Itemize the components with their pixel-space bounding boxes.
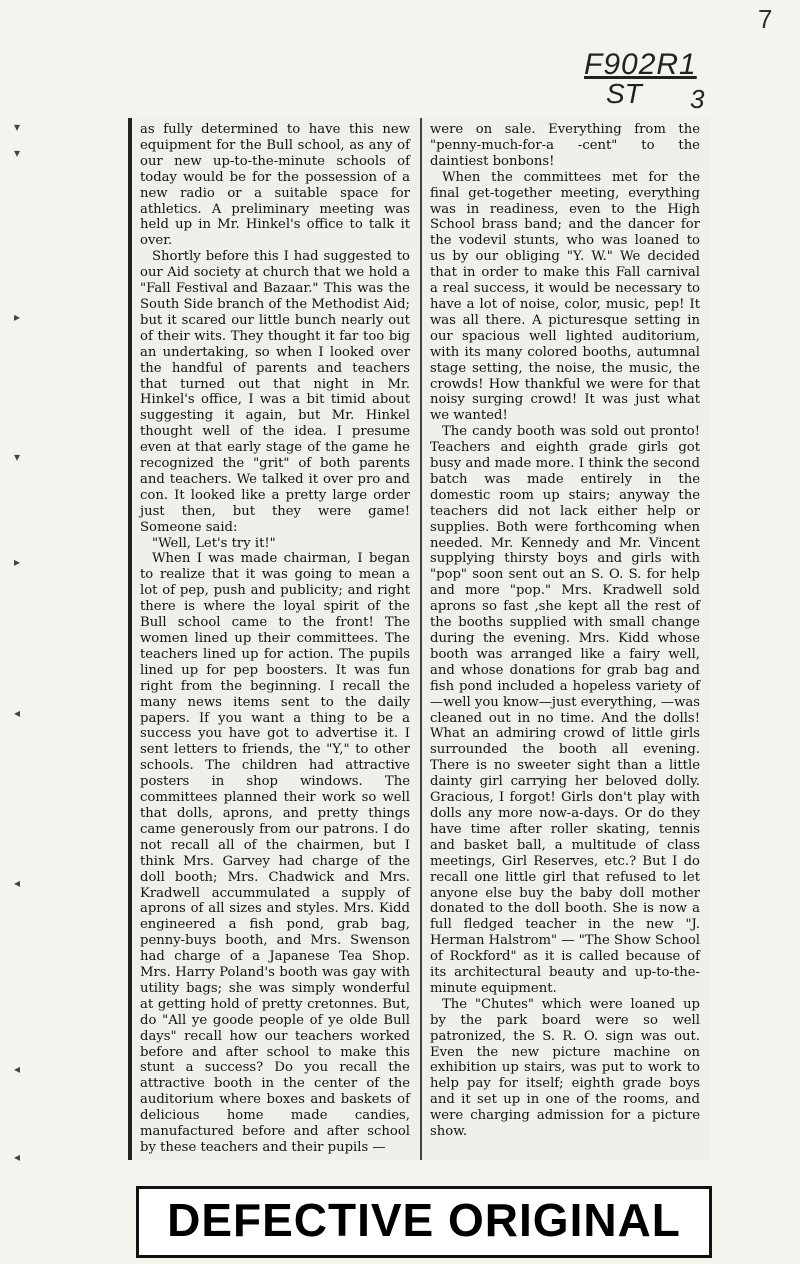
page-number: 7 — [758, 4, 773, 34]
handwritten-st: ST — [606, 78, 642, 109]
paragraph: When I was made chairman, I began to realize that it was going to mean a lot of pep, push and publicity; and right there is where the loyal spirit of the Bull school came to the front! The women lined up their committees. The teachers lined up for action. The pupils lined up for pep boosters. It was fun right from the beginning. I recall the many news items sent to the daily papers. If you want a thing to be a success you have got to advertise it. I sent letters to friends, the "Y," to other schools. The children had attractive posters in shop windows. The committees planned their work so well that dolls, aprons, and pretty things came generously from our patrons. I do not recall all of the chairmen, but I think Mrs. Garvey had charge of the doll booth; Mrs. Chadwick and Mrs. Kradwell accummulated a supply of aprons of all sizes and styles. Mrs. Kidd engineered a fish pond, grab bag, penny-buys booth, and Mrs. Swenson had charge of a Japanese Tea Shop. Mrs. Harry Poland's booth was gay with utility bags; she was simply wonderful at getting hold of pretty cretonnes. But, do "All ye goode people of ye olde Bull days" recall how our teachers worked before and after school to make this stunt a success? Do you recall the attractive booth in the center of the auditorium where boxes and baskets of delicious home made candies, manufactured before and after school by these teachers and their pupils — — [140, 551, 410, 1155]
paragraph: as fully determined to have this new equipment for the Bull school, as any of our new up-to-the-minute schools of today would be for the possession of a new radio or a suitable space for athletics. A preliminary meeting was held up in Mr. Hinkel's office to talk it over. — [140, 122, 410, 249]
paragraph: The "Chutes" which were loaned up by the park board were so well patronized, the S. R. O. sign was out. Even the new picture machine on exhibition up stairs, was put to work to help pay for itself; eighth grade boys and it set up in one of the rooms, and were charging admission for a picture show. — [430, 996, 700, 1140]
margin-dot: ▾ — [14, 120, 21, 134]
margin-dot: ▾ — [14, 146, 21, 160]
paragraph: When the committees met for the final get-together meeting, everything was in readiness, even to the High School brass band; and the dancer for the vodevil stunts, who was loaned to us by our obliging "Y. W." We decided that in order to make this Fall carnival a real success, it would be necessary to have a lot of noise, color, music, pep! It was all there. A picturesque setting in our spacious well lighted auditorium, with its many colored booths, autumnal stage setting, the noise, the music, the crowds! How thankful we were for that noisy surging crowd! It was just what we wanted! — [430, 169, 700, 424]
margin-dot: ◂ — [14, 1062, 21, 1076]
column-divider — [420, 118, 422, 1160]
paragraph: "Well, Let's try it!" — [152, 535, 276, 551]
margin-dot: ▸ — [14, 310, 21, 324]
paragraph: were on sale. Everything from the "penny-much-for-a -cent" to the daintiest bonbons! — [430, 122, 700, 169]
right-column — [430, 122, 700, 1140]
left-column — [140, 122, 410, 1156]
margin-dot: ◂ — [14, 706, 21, 720]
paragraph: The candy booth was sold out pronto! Teachers and eighth grade girls got busy and made more. I think the second batch was made entirely in the domestic room up stairs; anyway the teachers did not lack either help or supplies. Both were forthcoming when needed. Mr. Kennedy and Mr. Vincent supplying thirsty boys and girls with "pop" soon sent out an S. O. S. for help and more "pop." Mrs. Kradwell sold aprons so fast ,she kept all the rest of the booths supplied with small change during the evening. Mrs. Kidd whose booth was arranged like a fairy well, and whose donations for grab bag and fish pond included a hopeless variety of —well you know—just everything, —was cleaned out in no time. And the dolls! What an admiring crowd of little girls surrounded the booth all evening. There is no sweeter sight than a little dainty girl carrying her beloved dolly. Gracious, I forgot! Girls don't play with dolls any more now-a-days. Or do they have time after roller skating, tennis and basket ball, a multitude of class meetings, Girl Reserves, etc.? But I do recall one little girl that refused to let anyone else buy the baby doll mother donated to the doll booth. She is now a full fledged teacher in the new "J. Herman Halstrom" — "The Show School of Rockford" as it is called because of its architectural beauty and up-to-the-minute equipment. — [430, 424, 701, 996]
handwritten-number: 3 — [690, 84, 705, 114]
margin-dot: ▸ — [14, 555, 21, 569]
margin-marks — [0, 0, 30, 1264]
margin-dot: ◂ — [14, 876, 21, 890]
defective-original-stamp: DEFECTIVE ORIGINAL — [136, 1186, 712, 1258]
handwritten-code: F902R1 — [584, 48, 697, 81]
newspaper-clipping — [128, 118, 710, 1160]
margin-dot: ◂ — [14, 1150, 21, 1164]
paragraph: Shortly before this I had suggested to our Aid society at church that we hold a "Fall Festival and Bazaar." This was the South Side branch of the Methodist Aid; but it scared our little bunch nearly out of their wits. They thought it far too big an undertaking, so when I looked over the handful of parents and teachers that turned out that night in Mr. Hinkel's office, I was a bit timid about suggesting it again, but Mr. Hinkel thought well of the idea. I presume even at that early stage of the game he recognized the "grit" of both parents and teachers. We talked it over pro and con. It looked like a pretty large order just then, but they were game! Someone said: — [140, 249, 410, 535]
margin-dot: ▾ — [14, 450, 21, 464]
